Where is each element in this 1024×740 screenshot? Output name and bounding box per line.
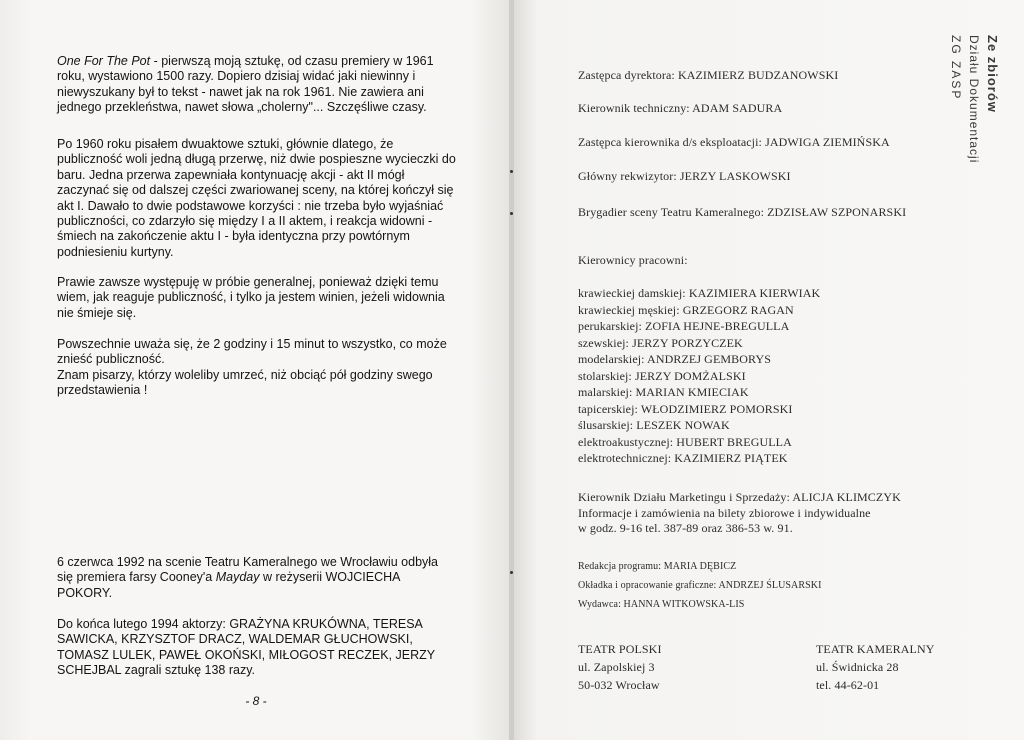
address-line: 50-032 Wrocław — [578, 678, 660, 692]
workshop-line: szewskiej: JERZY PORZYCZEK — [578, 335, 743, 350]
credit-line: Wydawca: HANNA WITKOWSKA-LIS — [578, 599, 745, 610]
marketing-line: w godz. 9-16 tel. 387-89 oraz 386-53 w. 91. — [578, 521, 793, 535]
workshop-line: malarskiej: MARIAN KMIECIAK — [578, 385, 749, 399]
paragraph-premiere — [57, 555, 457, 601]
stamp-line: Ze zbiorów — [985, 35, 1000, 113]
workshop-line: tapicerskiej: WŁODZIMIERZ POMORSKI — [578, 401, 793, 416]
paragraph-text: - pierwszą moją sztukę, od czasu premiery w 1961 roku, wystawiono 1500 razy. Dopiero dzisiaj widać jaki niewinny i niewyszukany był to tekst - nawet jak na rok 1961. Nie zawiera ani jednego przekleństwa, nawet słowa „cholerny"... Szczęśliwe czasy. — [57, 54, 434, 115]
play-title: Mayday — [215, 570, 260, 585]
paragraph-running-time — [57, 337, 457, 399]
marketing-line: Informacje i zamówienia na bilety zbiorowe i indywidualne — [578, 505, 871, 520]
staff-line: Główny rekwizytor: JERZY LASKOWSKI — [578, 169, 791, 183]
binding-mark — [510, 170, 513, 173]
workshops-heading: Kierownicy pracowni: — [578, 253, 688, 267]
address-line: ul. Zapolskiej 3 — [578, 660, 655, 674]
workshop-line: modelarskiej: ANDRZEJ GEMBORYS — [578, 352, 772, 366]
staff-line: Brygadier sceny Teatru Kameralnego: ZDZISŁAW SZPONARSKI — [578, 205, 907, 219]
address-line: TEATR KAMERALNY — [816, 642, 935, 656]
paragraph-one-for-the-pot — [57, 54, 457, 116]
address-line: TEATR POLSKI — [578, 642, 662, 656]
address-line: ul. Świdnicka 28 — [816, 660, 899, 674]
address-line: tel. 44-62-01 — [816, 678, 880, 692]
paragraph-dress-rehearsal: Prawie zawsze występuję w próbie generalnej, ponieważ dzięki temu wiem, jak reaguje publiczność, i tylko ja jestem winien, jeżeli widownia nie śmieje się. — [57, 275, 445, 320]
workshop-line: stolarskiej: JERZY DOMŻALSKI — [578, 368, 746, 383]
paragraph-text: 6 czerwca 1992 na scenie Teatru Kameralnego we Wrocławiu odbyła się premiera farsy Cooney'a — [57, 555, 438, 585]
paragraph-line: Powszechnie uważa się, że 2 godziny i 15 minut to wszystko, co może znieść publiczność. — [57, 337, 447, 367]
page-number: - 8 - — [245, 694, 267, 708]
address-teatr-kameralny — [816, 640, 935, 694]
paragraph-line: Znam pisarzy, którzy woleliby umrzeć, niż obciąć pół godziny swego przedstawienia ! — [57, 367, 433, 398]
stamp-line: Działu Dokumentacji — [967, 35, 981, 164]
binding-mark — [510, 571, 513, 574]
marketing-line: Kierownik Działu Marketingu i Sprzedaży: ALICJA KLIMCZYK — [578, 490, 901, 504]
marketing-info — [578, 490, 901, 537]
archive-stamp — [920, 35, 1000, 195]
workshops-list — [578, 285, 820, 467]
staff-line: Zastępca dyrektora: KAZIMIERZ BUDZANOWSKI — [578, 68, 839, 82]
paragraph-cast: Do końca lutego 1994 aktorzy: GRAŻYNA KRUKÓWNA, TERESA SAWICKA, KRZYSZTOF DRACZ, WALDEMAR GŁUCHOWSKI, TOMASZ LULEK, PAWEŁ OKOŃSKI, MIŁOGOST RECZEK, JERZY SCHEJBAL zagrali sztukę 138 razy. — [57, 617, 435, 678]
play-title: One For The Pot — [57, 54, 151, 68]
workshop-line: perukarskiej: ZOFIA HEJNE-BREGULLA — [578, 319, 790, 333]
staff-line: Kierownik techniczny: ADAM SADURA — [578, 101, 783, 115]
binding-mark — [510, 212, 513, 215]
credit-line: Redakcja programu: MARIA DĘBICZ — [578, 561, 737, 572]
paragraph-two-act-plays: Po 1960 roku pisałem dwuaktowe sztuki, głównie dlatego, że publiczność woli jedną długą przerwę, niż dwie pospieszne wycieczki do baru. Jedna przerwa zapewniała kontynuację akcji - akt II mógł zaczynać się od dalszej części zwariowanej sceny, na której kończył się akt I. Dawało to dwie podstawowe korzyści : nie trzeba było wyjaśniać publiczności, co zdarzyło się między I a II aktem, i reakcja widowni - śmiech na zakończenie aktu I - była identyczna przy powtórnym podniesieniu kurtyny. — [57, 137, 456, 259]
paragraph-text: w reżyserii WOJCIECHA POKORY. — [57, 570, 400, 600]
workshop-line: krawieckiej męskiej: GRZEGORZ RAGAN — [578, 302, 794, 317]
credit-line: Okładka i opracowanie graficzne: ANDRZEJ ŚLUSARSKI — [578, 580, 822, 591]
staff-line: Zastępca kierownika d/s eksploatacji: JADWIGA ZIEMIŃSKA — [578, 135, 890, 149]
address-teatr-polski — [578, 640, 662, 694]
stamp-line: ZG ZASP — [949, 35, 963, 101]
workshop-line: elektroakustycznej: HUBERT BREGULLA — [578, 434, 792, 449]
workshop-line: krawieckiej damskiej: KAZIMIERA KIERWIAK — [578, 286, 821, 300]
workshop-line: ślusarskiej: LESZEK NOWAK — [578, 418, 730, 432]
program-credits — [578, 557, 822, 614]
workshop-line: elektrotechnicznej: KAZIMIERZ PIĄTEK — [578, 451, 788, 465]
book-gutter — [509, 0, 514, 740]
